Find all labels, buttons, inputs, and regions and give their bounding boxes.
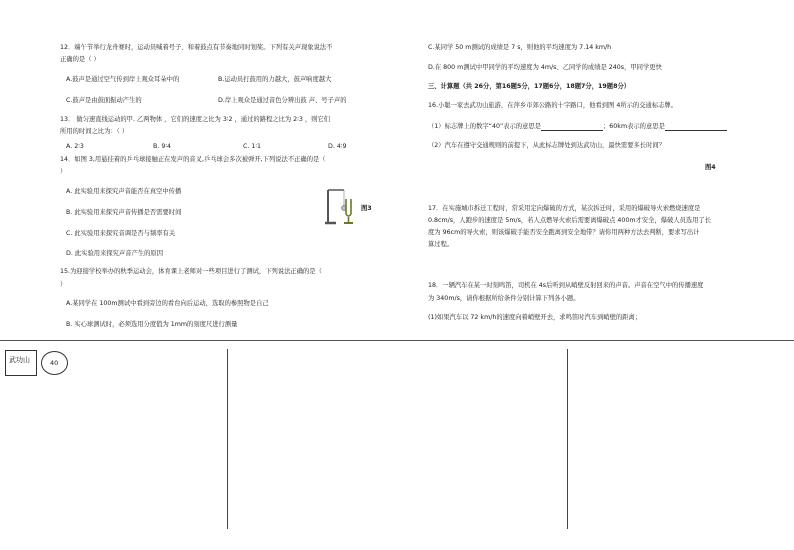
q14-option-b: B. 此实验用来探究声音传播是否需要时间 [66,209,182,216]
traffic-sign-speed: 40 [50,359,59,367]
figure-4-label: 图4 [705,164,716,171]
q13-stem-line2: 所用的时间之比为：（ ） [60,128,129,135]
q15-stem-line1: 15.为迎接学校举办的秋季运动会，体育课上老师对一些项目进行了测试，下列说法正确的是（ [60,268,322,275]
q18-line2: 为 340m/s，请你根据所给条件分别计算下列各小题。 [428,295,580,302]
q17-line4: 算过程。 [428,241,454,248]
q16-sub1 [428,123,727,131]
tuning-fork-figure [324,186,364,226]
q16-stem: 16.小聪一家去武功山旅游，在萍乡市郊公路的十字路口，他看到图 4所示的交通标志牌。 [428,102,678,109]
q15-stem-line2: ） [60,281,67,288]
q17-line1: 17．在实施城市拆迁工程时，常采用定向爆破的方式，某次拆迁时，采用的爆破导火索燃烧速度是 [428,205,701,212]
column-divider-left [227,349,228,529]
horizontal-divider [0,340,794,341]
q17-line3: 度为 96cm的导火索，则该爆破手能否安全跑离到安全地带？请你用两种方法去判断，要求写出计 [428,229,700,236]
q12-option-c: C.鼓声是由鼓面振动产生的 [66,97,142,104]
q16-sub1-middle: ；60km表示的意思是 [603,123,665,130]
figure-3-label: 图3 [361,205,372,212]
q13-option-a: A. 2∶3 [66,143,84,150]
q16-answer-blank-2[interactable] [665,124,727,131]
q14-option-d: D. 此实验用来探究声音产生的原因 [66,250,164,257]
q16-sub2: （2）汽车在遵守交通规则的前提下，从此标志牌处到达武功山，最快需要多长时间？ [428,142,665,149]
q12-option-b: B.运动员打鼓用的力越大，鼓声响度越大 [218,76,332,83]
q15-option-c: C.某同学 50 m测试的成绩是 7 s，则他的平均速度为 7.14 km/h [428,44,612,51]
q15-option-a: A.某同学在 100m测试中看到旁边的看台向后运动，选取的参照物是自己 [66,300,269,307]
q14-stem-line2: ） [60,168,67,175]
section-3-title: 三、计算题（共 26分，第16题5分，17题6分，18题7分，19题8分） [428,83,631,90]
q13-option-b: B. 9∶4 [153,143,171,150]
traffic-sign-place: 武功山 [9,356,30,364]
q14-option-a: A. 此实验用来探究声音能否在真空中传播 [66,188,182,195]
q18-sub1: (1)如果汽车以 72 km/h的速度向着峭壁开去，求鸣笛时汽车到峭壁的距离； [428,314,642,321]
q12-stem-line2: 正确的是（ ） [60,56,100,63]
q12-stem-line1: 12．端午节举行龙舟赛时，运动员喊着号子、和着鼓点有节奏地同时划桨。下列有关声现象说法不 [60,44,333,51]
q16-sub1-prefix: （1）标志牌上的数字“40”表示的意思是 [428,123,541,130]
q13-option-c: C. 1∶1 [243,143,262,150]
q14-option-c: C. 此实验用来探究音调是否与频率有关 [66,230,176,237]
q12-option-a: A.鼓声是通过空气传到岸上观众耳朵中的 [66,76,180,83]
q17-line2: 0.8cm/s，人跑步的速度是 5m/s，若人点燃导火索后需要离爆破点 400m才安全，爆破人员选用了长 [428,217,712,224]
q13-option-d: D. 4∶9 [328,143,347,150]
q12-option-d: D.岸上观众是通过音色分辨出鼓 声、号子声的 [218,97,347,104]
q14-stem-line1: 14．如图 3,用悬挂着的乒乓球接触正在发声的音叉,乒乓球会多次被弹开,下列说法不正确的是（ [60,156,326,163]
q15-option-d: D.在 800 m测试中甲同学的平均速度为 4m/s、乙同学的成绩是 240s，甲同学更快 [428,64,662,71]
q13-stem-line1: 13． 做匀速直线运动的甲. 乙两物体 ，它们的速度之比为 3∶2 ，通过的路程之比为 2∶3 ，则它们 [60,116,331,123]
q15-option-b: B. 实心球测试时，必须选用分度值为 1mm的刻度尺进行测量 [66,321,238,328]
q18-line1: 18．一辆汽车在某一时刻鸣笛，司机在 4s后听到从峭壁反射回来的声音。声音在空气中的传播速度 [428,282,704,289]
q16-answer-blank-1[interactable] [541,124,603,131]
column-divider-right [567,349,568,529]
